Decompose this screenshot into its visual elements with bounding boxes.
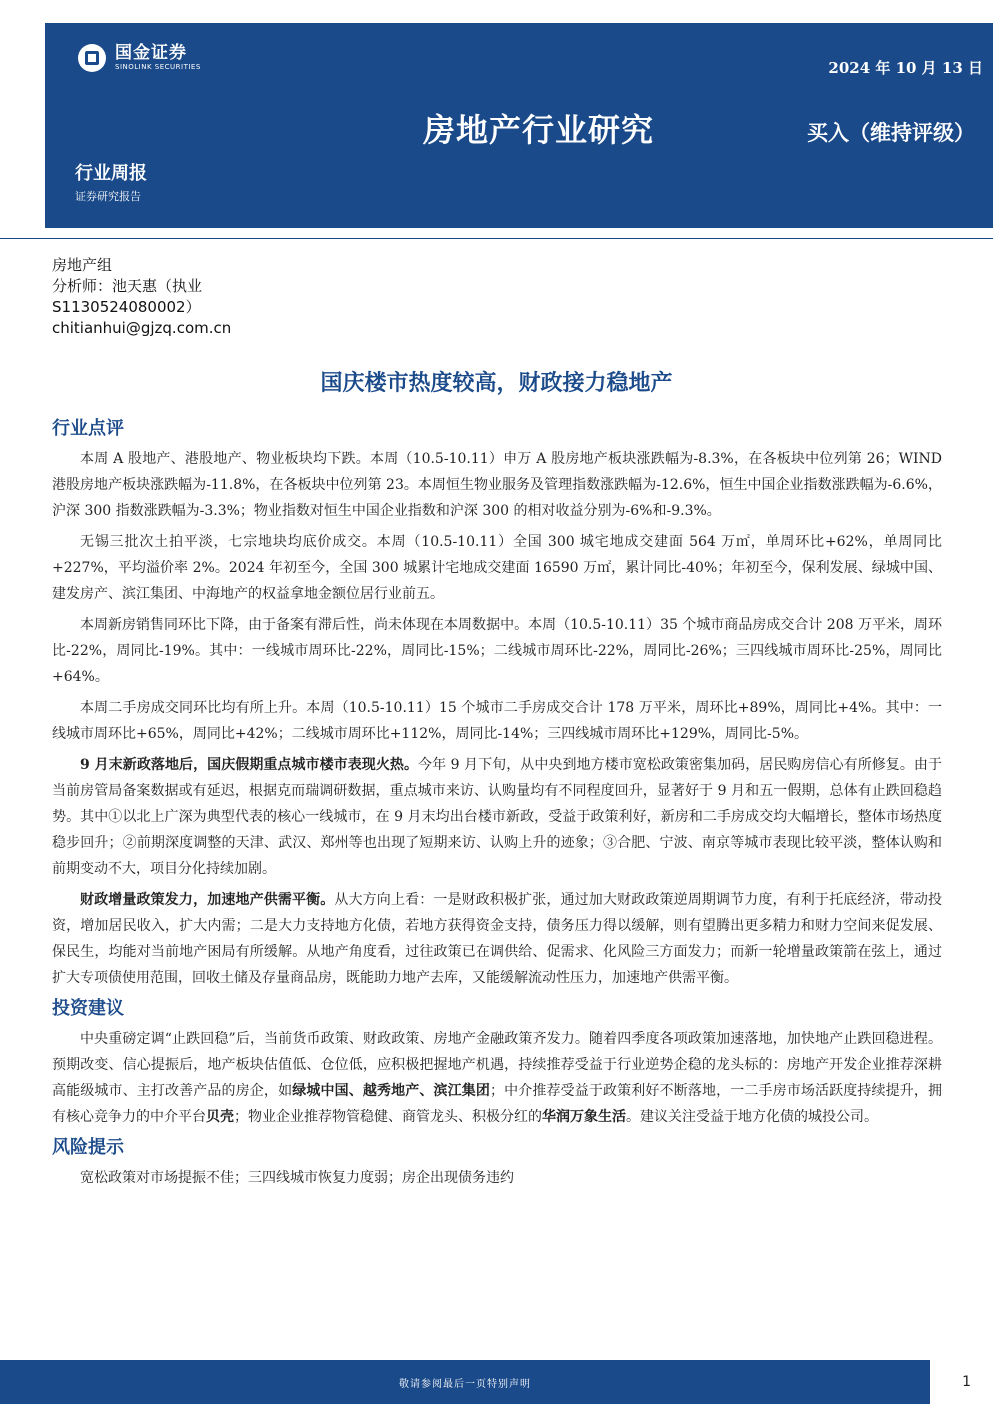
brand-logo: [77, 43, 201, 73]
advice-text-g: 。建议关注受益于地方化债的城投公司。: [626, 1109, 878, 1125]
risk-paragraph: 宽松政策对市场提振不佳；三四线城市恢复力度弱；房企出现债务违约: [80, 1170, 514, 1186]
rating-badge: 买入（维持评级）: [807, 121, 975, 145]
advice-property: 华润万象生活: [542, 1109, 626, 1125]
advice-developers: 绿城中国、越秀地产、滨江集团: [292, 1083, 491, 1099]
section-title-advice: 投资建议: [52, 998, 124, 1019]
report-type: 行业周报: [75, 163, 147, 184]
analyst-cert: S1130524080002）: [52, 298, 201, 316]
footer-disclaimer: 敬请参阅最后一页特别声明: [399, 1379, 531, 1390]
analyst-name: 分析师：池天惠（执业: [52, 277, 203, 295]
review-paragraph-4: 本周二手房成交同环比均有所上升。本周（10.5-10.11）15 个城市二手房成交合计 178 万平米，周环比+89%，周同比+4%。其中：一线城市周环比+65%，周同比+42%；二线城市周环比+112%，周同比-14%；三四线城市周环比+129%，周同比-5%。: [52, 700, 942, 742]
advice-paragraph: [52, 1026, 942, 1130]
report-body: [52, 416, 942, 1196]
header-divider: [0, 238, 993, 239]
review-p6-lead: 财政增量政策发力，加速地产供需平衡。: [80, 892, 335, 908]
review-p5-lead: 9 月末新政落地后，国庆假期重点城市楼市表现火热。: [80, 757, 419, 773]
report-subtitle: 证券研究报告: [75, 190, 141, 203]
advice-text-e: ；物业企业推荐物管稳健、商管龙头、积极分红的: [234, 1109, 542, 1125]
review-paragraph-5: [52, 752, 942, 882]
section-title-risk: 风险提示: [52, 1137, 124, 1158]
review-p5-text: 今年 9 月下旬，从中央到地方楼市宽松政策密集加码，居民购房信心有所修复。由于当前房管局备案数据或有延迟，根据克而瑞调研数据，重点城市来访、认购量均有不同程度回升，显著好于 9 月和五一假期，总体有止跌回稳趋势。其中①以北上广深为典型代表的核心一线城市，在 9 月末均出台楼市新政，受益于政策利好，新房和二手房成交均大幅增长，整体市场热度稳步回升；②前期深度调整的天津、武汉、郑州等也出现了短期来访、认购上升的迹象；③合肥、宁波、南京等城市表现比较平淡，整体认购和前期变动不大，项目分化持续加剧。: [52, 757, 942, 877]
logo-chinese-name: 国金证券: [115, 43, 187, 63]
analyst-group: 房地产组: [52, 256, 113, 274]
advice-text-c: ；中介推荐受益于政策利好不断落地，一二手房市场活跃度持续提升，拥有核心竞争力的中介平台: [52, 1083, 943, 1125]
review-paragraph-3: 本周新房销售同环比下降，由于备案有滞后性，尚未体现在本周数据中。本周（10.5-10.11）35 个城市商品房成交合计 208 万平米，周环比-22%，周同比-19%。其中：一线城市周环比-22%，周同比-15%；二线城市周环比-22%，周同比-26%；三四线城市周环比-25%，周同比+64%。: [52, 617, 942, 685]
analyst-email[interactable]: chitianhui@gjzq.com.cn: [52, 319, 232, 337]
page-number: 1: [962, 1374, 971, 1390]
review-paragraph-1: 本周 A 股地产、港股地产、物业板块均下跌。本周（10.5-10.11）申万 A 股房地产板块涨跌幅为-8.3%，在各板块中位列第 26；WIND 港股房地产板块涨跌幅为-11.8%，在各板块中位列第 23。本周恒生物业服务及管理指数涨跌幅为-12.6%，恒生中国企业指数涨跌幅为-6.6%，沪深 300 指数涨跌幅为-3.3%；物业指数对恒生中国企业指数和沪深 300 的相对收益分别为-6%和-9.3%。: [52, 451, 942, 519]
advice-text-a: 中央重磅定调“止跌回稳”后，当前货币政策、财政政策、房地产金融政策齐发力。随着四季度各项政策加速落地，加快地产止跌回稳进程。预期改变、信心提振后，地产板块估值低、仓位低，应积极把握地产机遇，持续推荐受益于行业逆势企稳的龙头标的：房地产开发企业推荐深耕高能级城市、主打改善产品的房企，如: [52, 1031, 942, 1099]
sinolink-logo-icon: [77, 43, 107, 73]
advice-agency: 贝壳: [206, 1109, 234, 1125]
industry-title: 房地产行业研究: [423, 111, 655, 149]
report-date: 2024 年 10 月 13 日: [828, 59, 983, 77]
analyst-info: [52, 255, 231, 339]
section-title-review: 行业点评: [52, 418, 124, 439]
logo-english-name: SINOLINK SECURITIES: [115, 63, 201, 71]
report-header: [45, 23, 993, 228]
report-headline: 国庆楼市热度较高，财政接力稳地产: [320, 371, 673, 396]
footer-bar: [0, 1360, 930, 1404]
review-p6-text: 从大方向上看：一是财政积极扩张，通过加大财政政策逆周期调节力度，有利于托底经济，带动投资，增加居民收入，扩大内需；二是大力支持地方化债，若地方获得资金支持，债务压力得以缓解，则有望腾出更多精力和财力空间来促发展、保民生，均能对当前地产困局有所缓解。从地产角度看，过往政策已在调供给、促需求、化风险三方面发力；而新一轮增量政策箭在弦上，通过扩大专项债使用范围，回收土储及存量商品房，既能助力地产去库，又能缓解流动性压力，加速地产供需平衡。: [52, 892, 943, 986]
review-paragraph-2: 无锡三批次土拍平淡，七宗地块均底价成交。本周（10.5-10.11）全国 300 城宅地成交建面 564 万㎡，单周环比+62%，单周同比+227%，平均溢价率 2%。2024 年初至今，全国 300 城累计宅地成交建面 16590 万㎡，累计同比-40%；年初至今，保利发展、绿城中国、建发房产、滨江集团、中海地产的权益拿地金额位居行业前五。: [52, 534, 942, 602]
review-paragraph-6: [52, 887, 942, 991]
